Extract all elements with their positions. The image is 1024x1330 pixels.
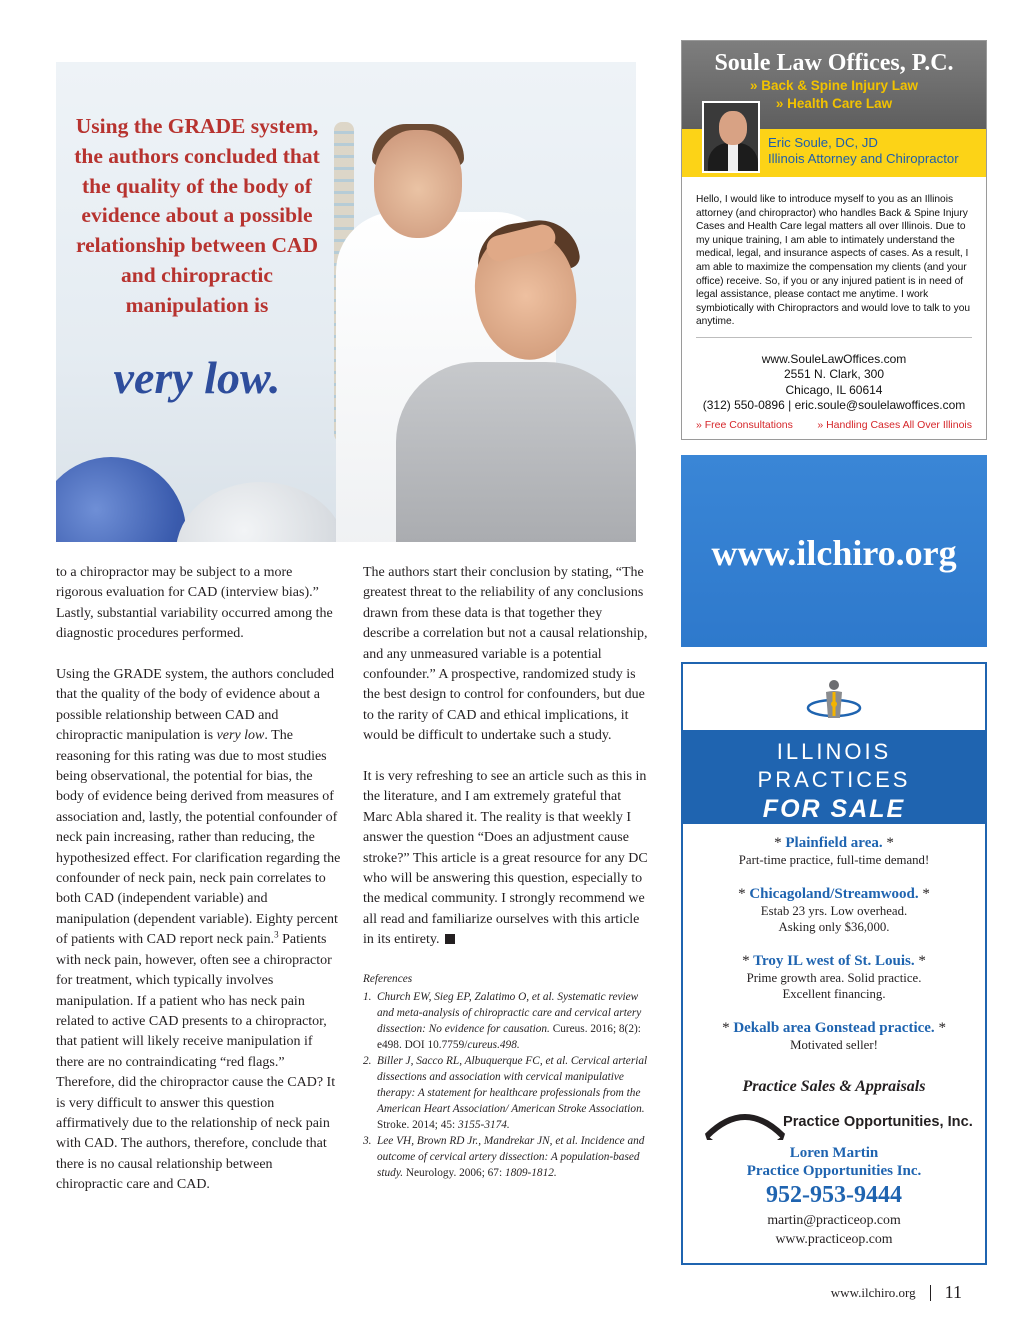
soule-contact bbox=[682, 352, 986, 414]
article-column-1 bbox=[56, 563, 341, 1216]
star-bullet: * bbox=[918, 953, 926, 969]
attorney-title: Illinois Attorney and Chiropractor bbox=[768, 151, 959, 166]
attorney-bio: Hello, I would like to introduce myself to you as an Illinois attorney (and chiropractor) who handles Back & Spine Injury Cases and Health Care legal matters all over Illinois. Due to my unique training, I am able to intimately understand the medical, legal, and insurance aspects of cases. As a result, I am able to maximize the compensation my clients (and your office) receive. So, if you or any injured patient is in need of legal assistance, please contact me anytime. I work symbiotically with Chiropractors and would love to talk to you anytime. bbox=[696, 194, 971, 328]
attorney-name: Eric Soule, DC, JD bbox=[768, 135, 878, 150]
reference-source: Cureus. 2016; 8(2): e498. DOI 10.7759/ bbox=[377, 1023, 641, 1052]
text-run: . The reasoning for this rating was due to most studies being observational, the potential for bias, the body of evidence being derived from measures of association and, lastly, the potential confounder of neck pain increasing, rather than reducing, the hypothesized effect. For clarification regarding the confounder of neck pain, neck pain correlates to both CAD (independent variable) and manipulation (dependent variable). Eighty percent of patients with CAD report neck pain. bbox=[56, 728, 341, 948]
contact-email[interactable]: martin@practiceop.com bbox=[767, 1212, 901, 1227]
listing-detail: Motivated seller! bbox=[790, 1038, 878, 1052]
footer-divider bbox=[930, 1285, 931, 1301]
attorney-band bbox=[682, 129, 986, 177]
article-paragraph: to a chiropractor may be subject to a more rigorous evaluation for CAD (interview bias).” Lastly, substantial variability occurred among the diagnostic procedures performed. bbox=[56, 565, 333, 642]
ilchiro-banner[interactable] bbox=[681, 455, 987, 647]
text-run: Patients with neck pain, however, often see a chiropractor for treatment, which typically involves manipulation. If a patient who has neck pain related to active CAD presents to a chiropractor, that patient will likely receive manipulation if there are no contraindicating “red flags.” Therefore, did the chiropractor cause the CAD? It is very difficult to answer this question affirmatively due to the relationship of neck pain with CAD. The authors, therefore, conclude that there is no causal relationship between chiropractic care and CAD. bbox=[56, 932, 336, 1193]
attorney-face bbox=[719, 111, 747, 145]
patient-figure bbox=[396, 362, 636, 542]
listing-title: Plainfield area. bbox=[785, 835, 883, 851]
contact-name: Loren Martin bbox=[789, 1145, 879, 1161]
star-bullet: * bbox=[922, 886, 930, 902]
contact-website[interactable]: www.practiceop.com bbox=[775, 1231, 893, 1246]
soule-ad-footer bbox=[682, 419, 986, 431]
reference-number: 2. bbox=[363, 1055, 372, 1068]
specialty-back-spine: » Back & Spine Injury Law bbox=[749, 78, 919, 93]
listing-title-row bbox=[683, 834, 985, 852]
listing-item bbox=[683, 834, 985, 868]
article-paragraph bbox=[56, 665, 341, 1196]
listing-title: Dekalb area Gonstead practice. bbox=[733, 1020, 935, 1036]
reference-number: 3. bbox=[363, 1135, 372, 1148]
star-bullet: * bbox=[722, 1020, 730, 1036]
spine-figure-logo-icon bbox=[806, 678, 862, 728]
star-bullet: * bbox=[742, 953, 750, 969]
listing-detail: Part-time practice, full-time demand! bbox=[738, 853, 930, 867]
reference-item bbox=[363, 1133, 648, 1181]
reference-source: Stroke. 2014; 45: bbox=[377, 1119, 456, 1132]
listing-item bbox=[683, 952, 985, 1002]
star-bullet: * bbox=[938, 1020, 946, 1036]
listing-detail: Estab 23 yrs. Low overhead. bbox=[760, 904, 908, 918]
star-bullet: * bbox=[738, 886, 746, 902]
references bbox=[363, 971, 648, 1181]
listing-item bbox=[683, 1019, 985, 1053]
sales-appraisals-tagline: Practice Sales & Appraisals bbox=[742, 1078, 926, 1095]
exercise-ball-blue bbox=[56, 457, 186, 542]
arch-logo-icon bbox=[703, 1104, 787, 1140]
listing-title-row bbox=[683, 1019, 985, 1037]
soule-website[interactable]: www.SouleLawOffices.com bbox=[761, 351, 907, 366]
attorney-photo bbox=[702, 101, 760, 173]
listing-title: Chicagoland/Streamwood. bbox=[749, 886, 919, 902]
page-footer bbox=[831, 1282, 962, 1303]
footer-url[interactable]: www.ilchiro.org bbox=[830, 1284, 916, 1300]
band-line-illinois: ILLINOIS bbox=[776, 739, 892, 764]
text-run: It is very refreshing to see an article such as this in the literature, and I am extremely grateful that Marc Abla shared it. The reality is that weekly I answer the question “Does an adjustment cause stroke?” This article is a great resource for any DC who will be answering this question, especially to the medical community. I strongly recommend we all read and familiarize ourselves with this article in its entirety. bbox=[363, 769, 648, 948]
reference-source-italic: 1809-1812. bbox=[502, 1167, 557, 1180]
soule-law-ad bbox=[681, 40, 987, 440]
reference-citation: Biller J, Sacco RL, Albuquerque FC, et al. Cervical arterial dissections and association with cervical manipulative therapy: A statement for healthcare professionals from the American Heart Association/ American Stroke Association. bbox=[377, 1055, 648, 1116]
pull-quote: Using the GRADE system, the authors concluded that the quality of the body of evidence about a possible relationship between CAD and chiropractic manipulation is bbox=[74, 114, 320, 317]
reference-item bbox=[363, 989, 648, 1053]
text-run: Using the GRADE system, the authors concluded that the quality of the body of evidence about a possible relationship between CAD and chiropractic manipulation is bbox=[56, 667, 335, 744]
sale-contact bbox=[683, 1144, 985, 1248]
free-consultations: » Free Consultations bbox=[696, 419, 793, 431]
sale-listings bbox=[683, 834, 985, 1070]
star-bullet: * bbox=[774, 835, 782, 851]
banner-url[interactable]: www.ilchiro.org bbox=[711, 533, 957, 573]
reference-citation: Lee VH, Brown RD Jr., Mandrekar JN, et al. Incidence and outcome of cervical artery dissection: A population-based study. bbox=[377, 1135, 645, 1180]
article-paragraph bbox=[363, 767, 648, 951]
footnote-ref: 3 bbox=[274, 929, 279, 940]
listing-title: Troy IL west of St. Louis. bbox=[753, 953, 915, 969]
contact-company: Practice Opportunities Inc. bbox=[746, 1163, 922, 1179]
soule-street: 2551 N. Clark, 300 bbox=[783, 367, 885, 382]
company-logo-text: Practice Opportunities, Inc. bbox=[783, 1114, 973, 1130]
star-bullet: * bbox=[886, 835, 894, 851]
reference-source-italic: cureus.498. bbox=[467, 1039, 520, 1052]
specialty-health-care: » Health Care Law bbox=[775, 96, 893, 111]
cases-all-over-illinois: » Handling Cases All Over Illinois bbox=[817, 419, 972, 431]
practices-for-sale-ad bbox=[681, 662, 987, 1265]
reference-item bbox=[363, 1053, 648, 1133]
chiropractor-head bbox=[374, 130, 462, 238]
practices-for-sale-band bbox=[683, 730, 985, 824]
reference-source: Neurology. 2006; 67: bbox=[403, 1167, 503, 1180]
soule-city: Chicago, IL 60614 bbox=[785, 382, 883, 397]
end-mark-icon bbox=[445, 934, 455, 944]
firm-name: Soule Law Offices, P.C. bbox=[714, 50, 954, 76]
exercise-ball-grey bbox=[176, 482, 346, 542]
reference-list bbox=[363, 989, 648, 1181]
reference-number: 1. bbox=[363, 991, 372, 1004]
listing-detail: Asking only $36,000. bbox=[778, 920, 890, 934]
attorney-shirt bbox=[728, 143, 738, 173]
listing-title-row bbox=[683, 952, 985, 970]
references-heading: References bbox=[363, 973, 413, 986]
listing-detail: Prime growth area. Solid practice. bbox=[746, 971, 922, 985]
article-paragraph: The authors start their conclusion by stating, “The greatest threat to the reliability of any conclusions drawn from these data is that together they describe a correlation but not a causal relationship, and any unmeasured variable is a potential confounder.” A prospective, randomized study is the best design to control for confounders, but due to the rarity of CAD and ethical implications, it would be difficult to undertake such a study. bbox=[363, 565, 648, 744]
pull-quote-emphasis: very low. bbox=[113, 352, 281, 403]
divider bbox=[696, 337, 972, 338]
band-line-for-sale: FOR SALE bbox=[762, 795, 906, 823]
page-number: 11 bbox=[944, 1282, 962, 1302]
practice-opportunities-logo bbox=[703, 1104, 973, 1140]
band-line-practices: PRACTICES bbox=[757, 767, 911, 792]
listing-title-row bbox=[683, 885, 985, 903]
reference-source-italic: 3155-3174. bbox=[455, 1119, 510, 1132]
listing-item bbox=[683, 885, 985, 935]
reference-citation: Church EW, Sieg EP, Zalatimo O, et al. Systematic review and meta-analysis of chiropractic care and cervical artery dissection: No evidence for causation. bbox=[377, 991, 642, 1036]
article-column-2 bbox=[363, 563, 648, 1181]
contact-phone[interactable]: 952-953-9444 bbox=[766, 1182, 902, 1208]
listing-detail: Excellent financing. bbox=[782, 987, 886, 1001]
soule-phone-email: (312) 550-0896 | eric.soule@soulelawoffices.com bbox=[702, 398, 966, 413]
emphasis-text: very low bbox=[216, 728, 265, 744]
